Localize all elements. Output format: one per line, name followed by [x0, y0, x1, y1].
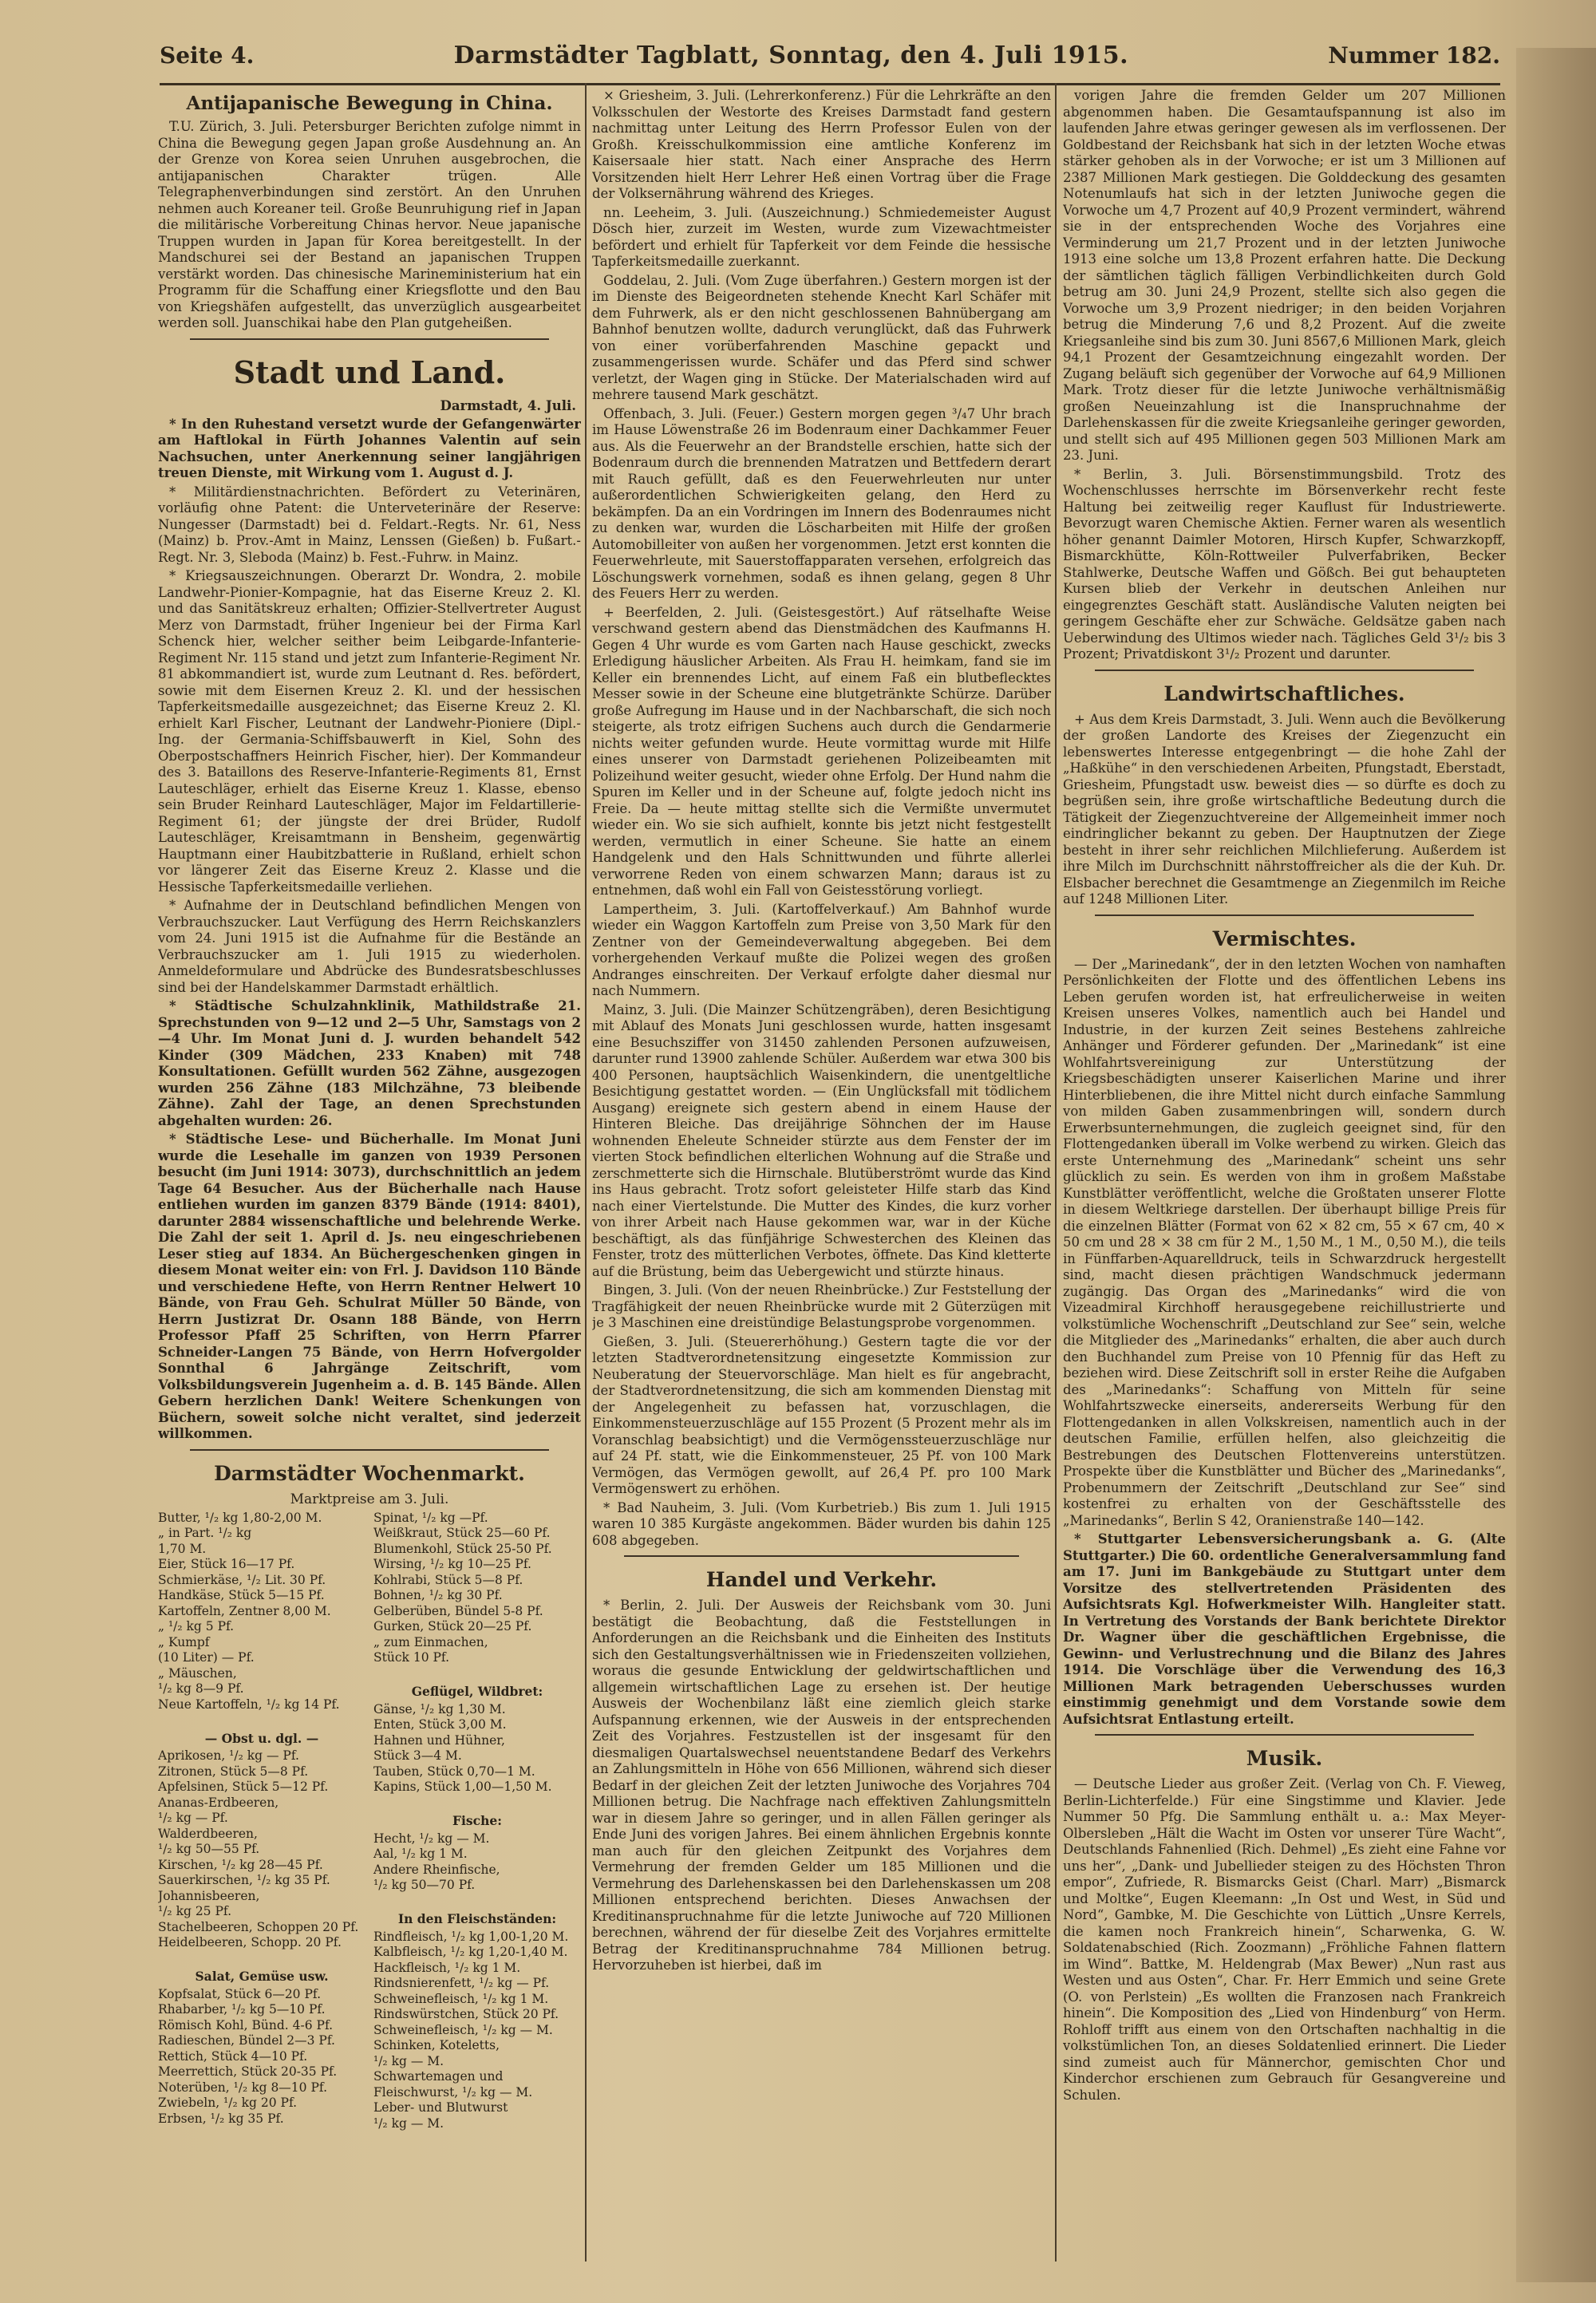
article-text: + Aus dem Kreis Darmstadt, 3. Juli. Wenn auch die Bevölkerung der großen Landorte des Kreises der Ziegenzucht ein lebenswertes Interesse entgegenbringt — die hohe Zahl der „Haßkühe“ in den verschiedenen Arbeiten, Pfungstadt, Eberstadt, Griesheim, Pfungstadt usw. beweist dies — so dürfte es doch zu begrüßen sein, ihre große wirtschaftliche Bedeutung durch die Tätigkeit der Ziegenzuchtvereine der Allgemeinheit immer noch eindringlicher bekannt zu geben. Der Hauptnutzen der Ziege besteht in ihrer sehr reichlichen Milchlieferung. Außerdem ist ihre Milch im Durchschnitt nährstoffreicher als die der Kuh. Dr. Elsbacher berechnet die Gesamtmenge an Ziegenmilch im Reiche auf 1248 Millionen Liter.	[1063, 711, 1506, 907]
market-price-line: Blumenkohl, Stück 25-50 Pf.	[373, 1541, 552, 1556]
market-price-line: Neue Kartoffeln, ¹/₂ kg 14 Pf.	[158, 1697, 340, 1712]
market-price-line: Schinken, Koteletts,	[373, 2038, 500, 2052]
market-price-line	[373, 1894, 581, 1910]
article-text: * Städtische Lese- und Bücherhalle. Im Monat Juni wurde die Lesehalle im ganzen von 1939 Personen besucht (im Juni 1914: 3073), durchschnittlich an jedem Tage 64 Besucher. Aus der Bücherhalle nach Hause entliehen wurden im ganzen 8379 Bände (1914: 8401), darunter 2884 wissenschaftliche und belehrende Werke. Die Zahl der seit 1. April d. Js. neu eingeschriebenen Leser stieg auf 1834. An Büchergeschenken gingen in diesem Monat weiter ein: von Frl. J. Davidson 110 Bände und verschiedene Hefte, von Herrn Rentner Helwert 10 Bände, von Frau Geh. Schulrat Müller 50 Bände, von Herrn Justizrat Dr. Osann 188 Bände, von Herrn Professor Pfaff 25 Schriften, von Herrn Pfarrer Schneider-Langen 75 Bände, von Herrn Hofvergolder Sonnthal 6 Jahrgänge Zeitschrift, vom Volksbildungsverein Jugenheim a. d. B. 145 Bände. Allen Gebern herzlichen Dank! Weitere Schenkungen von Büchern, soweit solche nicht veraltet, sind jederzeit willkommen.	[158, 1132, 581, 1441]
column-rule-2	[1055, 83, 1057, 2262]
article-text: * Bad Nauheim, 3. Juli. (Vom Kurbetrieb.) Bis zum 1. Juli 1915 waren 10 385 Kurgäste angekommen. Bäder wurden bis dahin 125 608 abgegeben.	[592, 1499, 1051, 1548]
market-price-line: — Obst u. dgl. —	[204, 1730, 319, 1746]
market-price-line: Hecht, ¹/₂ kg — M.	[373, 1831, 490, 1846]
market-price-line: ¹/₂ kg 8—9 Pf.	[158, 1681, 244, 1696]
market-price-line: Apfelsinen, Stück 5—12 Pf.	[158, 1780, 329, 1794]
market-price-line: Noterüben, ¹/₂ kg 8—10 Pf.	[158, 2080, 327, 2095]
market-price-line: Walderdbeeren,	[158, 1826, 258, 1841]
article-text: * Kriegsauszeichnungen. Oberarzt Dr. Wondra, 2. mobile Landwehr-Pionier-Kompagnie, hat das Eiserne Kreuz 2. Kl. und das Sanitätskreuz erhalten; Offizier-Stellvertreter August Merz von Darmstadt, früher Ingenieur bei der Firma Karl Schenck hier, welcher seither beim Leibgarde-Infanterie-Regiment Nr. 115 stand und jetzt zum Infanterie-Regiment Nr. 81 abkommandiert ist, wurde zum Leutnant d. Res. befördert, sowie mit dem Eisernen Kreuz 2. Kl. und der hessischen Tapferkeitsmedaille ausgezeichnet; das Eiserne Kreuz 2. Kl. erhielt Karl Fischer, Leutnant der Landwehr-Pioniere (Dipl.-Ing. der Germania-Schiffsbauwerft in Kiel, Sohn des Oberpostschaffners Heinrich Fischer, hier). Der Kommandeur des 3. Bataillons des Reserve-Infanterie-Regiments 81, Ernst Lauteschläger, erhielt das Eiserne Kreuz 1. Klasse, ebenso sein Bruder Reinhard Lauteschläger, Major im Feldartillerie-Regiment 61; der jüngste der drei Brüder, Rudolf Lauteschläger, Kreisamtmann in Bensheim, gegenwärtig Hauptmann einer Haubitzbatterie in Rußland, erhielt schon vor längerer Zeit das Eiserne Kreuz 2. Klasse und die Hessische Tapferkeitsmedaille verliehen.	[158, 568, 581, 895]
market-title: Darmstädter Wochenmarkt.	[214, 1461, 525, 1485]
market-price-line: Gelberüben, Bündel 5-8 Pf.	[373, 1603, 543, 1618]
market-price-line: Kohlrabi, Stück 5—8 Pf.	[373, 1572, 523, 1587]
article-text: Offenbach, 3. Juli. (Feuer.) Gestern morgen gegen ³/₄7 Uhr brach im Hause Löwenstraße 26 im Bodenraum einer Dachkammer Feuer aus. Als die Feuerwehr an der Brandstelle erschien, hatte sich der Bodenraum durch die brennenden Matratzen und Bettfedern derart mit Rauch gefüllt, daß es den Feuerwehrleuten nur unter außerordentlichen Schwierigkeiten gelang, den Herd zu bekämpfen. Da an ein Vordringen im Innern des Bodenraumes nicht zu denken war, wurden die Löscharbeiten mit Hilfe der großen Automobilleiter von außen her vorgenommen. Jetzt erst konnten die Feuerwehrleute, mit Sauerstoffapparaten versehen, erfolgreich das Löschungswerk vornehmen, sodaß es ihnen gelang, gegen 8 Uhr des Feuers Herr zu werden.	[592, 405, 1051, 601]
article-text: * Militärdienstnachrichten. Befördert zu Veterinären, vorläufig ohne Patent: die Unterveterinäre der Reserve: Nungesser (Darmstadt) bei d. Feldart.-Regts. Nr. 61, Ness (Mainz) b. Prov.-Amt in Mainz, Lenssen (Gießen) b. Fußart.-Regt. Nr. 3, Sleboda (Mainz) b. Fest.-Fuhrw. in Mainz.	[158, 484, 581, 565]
article-text: * Städtische Schulzahnklinik, Mathildstraße 21. Sprechstunden von 9—12 und 2—5 Uhr, Samstags von 2—4 Uhr. Im Monat Juni d. J. wurden behandelt 542 Kinder (309 Mädchen, 233 Knaben) mit 748 Konsultationen. Gefüllt wurden 562 Zähne, ausgezogen wurden 256 Zähne (183 Milchzähne, 73 bleibende Zähne). Zahl der Tage, an denen Sprechstunden abgehalten wurden: 26.	[158, 998, 581, 1128]
market-price-line: Kapins, Stück 1,00—1,50 M.	[373, 1780, 552, 1794]
divider	[1095, 914, 1474, 916]
market-price-line: Kopfsalat, Stück 6—20 Pf.	[158, 1986, 322, 2001]
market-price-line: ¹/₂ kg — M.	[373, 2115, 444, 2131]
market-price-line: Enten, Stück 3,00 M.	[373, 1717, 507, 1732]
market-price-line: ¹/₂ kg — M.	[373, 2053, 444, 2068]
divider	[190, 1449, 549, 1451]
market-price-line	[373, 1795, 581, 1811]
market-price-line: Bohnen, ¹/₂ kg 30 Pf.	[373, 1588, 503, 1602]
market-price-line: (10 Liter) — Pf.	[158, 1650, 255, 1665]
divider	[624, 1555, 1019, 1557]
section-title-musik: Musik.	[1246, 1747, 1323, 1770]
article-text: Lampertheim, 3. Juli. (Kartoffelverkauf.) Am Bahnhof wurde wieder ein Waggon Kartoffeln zum Preise von 3,50 Mark für den Zentner von der Gemeindeverwaltung abgegeben. Bei dem vorhergehenden Verkauf mußte die Polizei wegen des großen Andranges einschreiten. Der Verkauf erfolgte daher diesmal nur nach Nummern.	[592, 901, 1051, 998]
market-price-line: Kartoffeln, Zentner 8,00 M.	[158, 1603, 331, 1618]
market-price-line: Heidelbeeren, Schopp. 20 Pf.	[158, 1935, 342, 1949]
issue-number: Nummer 182.	[1328, 42, 1500, 69]
article-text: + Beerfelden, 2. Juli. (Geistesgestört.) Auf rätselhafte Weise verschwand gestern abend das Dienstmädchen des Kaufmanns H. Gegen 4 Uhr wurde es vom Garten nach Hause geschickt, zwecks Erledigung häuslicher Arbeiten. Als Frau H. heimkam, fand sie im Keller ein brennendes Licht, auf einem Faß ein blutbeflecktes Messer sowie in der Scheune eine blutgetränkte Schürze. Darüber große Aufregung im Hause und in der Nachbarschaft, die sich noch steigerte, als trotz eifrigen Suchens auch durch die Gendarmerie nichts weiter gefunden wurde. Heute vormittag wurde mit Hilfe eines unserer von Darmstadt geriehenen Polizeibeamten mit Polizeihund weiter gesucht, wieder ohne Erfolg. Der Hund nahm die Spuren im Keller und in der Scheune auf, folgte jedoch nicht ins Freie. Da — heute mittag stellte sich die Vermißte unvermutet wieder ein. Wo sie sich aufhielt, konnte bis jetzt nicht festgestellt werden, vermutlich in einer Scheune. Sie hatte an einem Handgelenk und den Hals Schnittwunden und führte allerlei verworrene Reden von einem schwarzen Mann; daraus ist zu entnehmen, daß wohl ein Fall von Geistesstörung vorliegt.	[592, 604, 1051, 898]
market-price-line: Kalbfleisch, ¹/₂ kg 1,20-1,40 M.	[373, 1945, 568, 1959]
section-title-stadt-und-land: Stadt und Land.	[233, 354, 506, 390]
market-price-line: Tauben, Stück 0,70—1 M.	[373, 1764, 535, 1779]
article-text: Bingen, 3. Juli. (Von der neuen Rheinbrücke.) Zur Feststellung der Tragfähigkeit der neuen Rheinbrücke wurde mit 2 Güterzügen mit je 3 Maschinen eine dreistündige Belastungsprobe vorgenommen.	[592, 1282, 1051, 1330]
article-text: * Berlin, 2. Juli. Der Ausweis der Reichsbank vom 30. Juni bestätigt die Beobachtung, daß die Feststellungen in Anforderungen an die Reichsbank und die Einheiten des Instituts sich den Gestaltungsverhältnissen wie in Friedenszeiten vollziehen, woraus die gesunde Entwicklung der geldwirtschaftlichen und allgemein wirtschaftlichen Lage zu ersehen ist. Der heutige Ausweis der Wochenbilanz läßt eine ziemlich gleich starke Aufspannung erkennen, wie der Ausweis in der entsprechenden Zeit des Vorjahres. Festzustellen ist der insgesamt für den diesmaligen Quartalswechsel neuentstandene Bedarf des Verkehrs an Zahlungsmitteln in Höhe von 656 Millionen, während sich dieser Bedarf in der gleichen Zeit der letzten Juniwoche des Vorjahres 704 Millionen betrug. Die Nachfrage nach effektiven Zahlungsmitteln war in diesem Jahre so geringer, und in allen Fällen geringer als Ende Juni des vorigen Jahres. Bei einem ähnlichen Ergebnis konnte man auch für den gleichen Zeitpunkt des Vorjahres dem Vermehrung der fremden Gelder um 185 Millionen und die Vermehrung des Darlehenskassen bei den Darlehenskassen um 208 Millionen entsprechend berichten. Dieses Anwachsen der Kreditinanspruchnahme für die letzte Juniwoche auf 720 Millionen berechnen, während der für dieselbe Zeit des Vorjahres ermittelte Betrag der Kreditinanspruchnahme 784 Millionen betrug. Hervorzuheben ist hierbei, daß im	[592, 1598, 1051, 1973]
section-title-landwirtschaft: Landwirtschaftliches.	[1163, 681, 1405, 705]
market-price-line	[158, 1712, 365, 1728]
dateline: Darmstadt, 4. Juli.	[440, 397, 576, 413]
article-text: * Aufnahme der in Deutschland befindlichen Mengen von Verbrauchszucker. Laut Verfügung des Herrn Reichskanzlers vom 24. Juni 1915 ist die Aufnahme für die Bestände an Verbrauchszucker am 1. Juli 1915 zu wiederholen. Anmeldeformulare und Abdrücke des Bundesratsbeschlusses sind bei der Handelskammer Darmstadt erhältlich.	[158, 898, 581, 995]
market-price-line: „ Kumpf	[158, 1634, 210, 1649]
article-text: T.U. Zürich, 3. Juli. Petersburger Berichten zufolge nimmt in China die Bewegung gegen Japan große Ausdehnung an. An der Grenze von Korea seien Unruhen ausgebrochen, die antijapanischen Charakter trügen. Alle Telegraphenverbindungen sind zerstört. An den Unruhen nehmen auch Koreaner teil. Große Beunruhigung rief in Japan die militärische Vorbereitung Chinas hervor. Neue japanische Truppen wurden in Japan für Korea bereitgestellt. In der Mandschurei sei der Bestand an japanischen Truppen verstärkt worden. Das chinesische Marineministerium hat ein Programm für die Schaffung einer Kriegsflotte und den Bau von Kriegshäfen aufgestellt, das unverzüglich ausgearbeitet werden soll. Juanschikai habe den Plan gutgeheißen.	[158, 119, 581, 330]
market-price-line: „ Mäuschen,	[158, 1665, 237, 1681]
market-price-line: Hahnen und Hühner,	[373, 1732, 505, 1748]
market-price-line: „ in Part. ¹/₂ kg	[158, 1526, 252, 1540]
column-2	[592, 88, 1051, 1977]
market-price-line: Johannisbeeren,	[158, 1888, 260, 1903]
article-text: × Griesheim, 3. Juli. (Lehrerkonferenz.) Für die Lehrkräfte an den Volksschulen der Westorte des Kreises Darmstadt fand gestern nachmittag unter Leitung des Herrn Professor Eulen von der Großh. Kreisschulkommission eine amtliche Konferenz im Kaisersaale hier statt. Nach einer Ansprache des Herrn Vorsitzenden hielt Herr Lehrer Heß einen Vortrag über die Frage der Volksernährung während des Krieges.	[592, 88, 1051, 201]
market-price-line: Handkäse, Stück 5—15 Pf.	[158, 1588, 325, 1602]
market-price-line: Ananas-Erdbeeren,	[158, 1795, 279, 1810]
market-price-line: Rhabarber, ¹/₂ kg 5—10 Pf.	[158, 2002, 326, 2017]
article-text: * Stuttgarter Lebensversicherungsbank a. G. (Alte Stuttgarter.) Die 60. ordentliche Generalversammlung fand am 17. Juni im Bankgebäude zu Stuttgart unter dem Vorsitze des stellvertretenden Präsidenten des Aufsichtsrats Kgl. Hofwerkmeister Wilh. Hangleiter statt. In Vertretung des Vorstands der Bank berichtete Direktor Dr. Wagner über die geschäftlichen Ergebnisse, die Gewinn- und Verlustrechnung und die Bilanz des Jahres 1914. Die Vorschläge über die Verwendung des 16,3 Millionen Mark betragenden Ueberschusses wurden einstimmig genehmigt und dem Vorstande sowie dem Aufsichtsrat Entlastung erteilt.	[1063, 1531, 1506, 1727]
article-text: Goddelau, 2. Juli. (Vom Zuge überfahren.) Gestern morgen ist der im Dienste des Beigeordneten stehende Knecht Karl Schäfer mit dem Fuhrwerk, als er den nicht geschlossenen Bahnübergang am Bahnhof benutzen wollte, dadurch verunglückt, daß das Fuhrwerk von einer vorüberfahrenden Maschine gepackt und zusammengerissen wurde. Schäfer und das Pferd sind schwer verletzt, der Wagen ging in Stücke. Der Materialschaden wird auf mehrere tausend Mark geschätzt.	[592, 272, 1051, 402]
market-price-line: Zitronen, Stück 5—8 Pf.	[158, 1764, 309, 1779]
market-price-line: Salat, Gemüse usw.	[195, 1969, 329, 1984]
market-subtitle: Marktpreise am 3. Juli.	[290, 1491, 449, 1507]
market-prices-left	[158, 1511, 365, 2132]
market-price-line: Römisch Kohl, Bünd. 4-6 Pf.	[158, 2017, 334, 2032]
page-edge-shadow	[1516, 48, 1596, 2282]
article-text: * Berlin, 3. Juli. Börsenstimmungsbild. Trotz des Wochenschlusses herrschte im Börsenverkehr recht feste Haltung bei zeitweilig reger Kauflust für Industriewerte. Bevorzugt waren Chemische Aktien. Ferner waren als wesentlich höher genannt Daimler Motoren, Hirsch Kupfer, Schwarzkopff, Bismarckhütte, Köln-Rottweiler Pulverfabriken, Becker Stahlwerke, Deutsche Waffen und Gößch. Bei gut behaupteten Kursen blieb der Verkehr in deutschen Anleihen nur eingegrenztes Geschäft statt. Ausländische Valuten neigten bei geringem Geschäfte eher zur Schwäche. Geldsätze gaben nach Ueberwindung des Ultimos wieder nach. Tägliches Geld 3¹/₂ bis 3 Prozent; Privatdiskont 3¹/₂ Prozent und darunter.	[1063, 466, 1506, 662]
article-text: nn. Leeheim, 3. Juli. (Auszeichnung.) Schmiedemeister August Dösch hier, zurzeit im Westen, wurde zum Vizewachtmeister befördert und erhielt für Tapferkeit vor dem Feinde die hessische Tapferkeitsmedaille zuerkannt.	[592, 204, 1051, 269]
market-price-line: Aprikosen, ¹/₂ kg — Pf.	[158, 1748, 299, 1763]
market-price-line: Wirsing, ¹/₂ kg 10—25 Pf.	[373, 1557, 531, 1571]
market-price-table	[158, 1511, 581, 2132]
market-price-line: Radieschen, Bündel 2—3 Pf.	[158, 2033, 335, 2048]
market-price-line: Erbsen, ¹/₂ kg 35 Pf.	[158, 2111, 284, 2126]
column-3	[1063, 88, 1506, 2106]
page-number: Seite 4.	[160, 42, 255, 69]
market-price-line: Spinat, ¹/₂ kg —Pf.	[373, 1510, 488, 1525]
market-price-line: „ ¹/₂ kg 5 Pf.	[158, 1619, 235, 1633]
article-text: * In den Ruhestand versetzt wurde der Gefangenwärter am Haftlokal in Fürth Johannes Valentin auf sein Nachsuchen, unter Anerkennung seiner langjährigen treuen Dienste, mit Wirkung vom 1. August d. J.	[158, 416, 581, 480]
market-prices-right	[373, 1511, 581, 2132]
section-title-vermischtes: Vermischtes.	[1212, 926, 1357, 950]
market-price-line: Rettich, Stück 4—10 Pf.	[158, 2048, 308, 2064]
section-title-handel: Handel und Verkehr.	[705, 1568, 938, 1591]
article-text: Mainz, 3. Juli. (Die Mainzer Schützengräben), deren Besichtigung mit Ablauf des Monats Juni geschlossen wurde, hatten insgesamt eine Besuchsziffer von 31450 zahlenden Personen aufzuweisen, darunter rund 13900 zahlende Schüler. Außerdem war etwa 300 bis 400 Personen, hauptsächlich Waisenkindern, die unentgeltliche Besichtigung gestattet worden. — (Ein Unglücksfall mit tödlichem Ausgang) ereignete sich gestern abend in einem Hause der Hinteren Bleiche. Das dreijährige Söhnchen der im Hause wohnenden Eheleute Schneider stürzte aus dem Fenster der im vierten Stock befindlichen elterlichen Wohnung auf die Straße und zerschmetterte sich die Hirnschale. Blutüberströmt wurde das Kind ins Haus gebracht. Trotz sofort geleisteter Hilfe starb das Kind nach einer Viertelstunde. Die Mutter des Kindes, die kurz vorher von ihrer Arbeit nach Hause gekommen war, war in der Küche beschäftigt, als das fünfjährige Schwesterchen des Kleinen das Fenster, trotz des mütterlichen Verbotes, öffnete. Das Kind kletterte auf die Brüstung, beim das Uebergewicht und stürzte hinaus.	[592, 1001, 1051, 1279]
market-price-line: Stück 3—4 M.	[373, 1748, 462, 1763]
market-price-line: Zwiebeln, ¹/₂ kg 20 Pf.	[158, 2096, 298, 2110]
page-header	[160, 41, 1500, 85]
market-price-line: Fleischwurst, ¹/₂ kg — M.	[373, 2084, 533, 2100]
market-price-line	[373, 1666, 581, 1682]
market-price-line: Geflügel, Wildbret:	[411, 1684, 543, 1699]
market-price-line: Kirschen, ¹/₂ kg 28—45 Pf.	[158, 1857, 323, 1872]
masthead-line: Darmstädter Tagblatt, Sonntag, den 4. Juli 1915.	[453, 41, 1129, 69]
market-price-line: Fische:	[452, 1813, 502, 1828]
divider	[1095, 1734, 1474, 1736]
market-price-line: „ zum Einmachen,	[373, 1634, 488, 1649]
market-price-line: Rindfleisch, ¹/₂ kg 1,00-1,20 M.	[373, 1929, 569, 1944]
market-price-line: ¹/₂ kg 25 Pf.	[158, 1904, 232, 1918]
market-price-line: Gurken, Stück 20—25 Pf.	[373, 1619, 532, 1633]
market-price-line: Schmierkäse, ¹/₂ Lit. 30 Pf.	[158, 1572, 326, 1587]
market-price-line: Rindsnierenfett, ¹/₂ kg — Pf.	[373, 1976, 550, 1990]
market-price-line: Eier, Stück 16—17 Pf.	[158, 1557, 295, 1571]
column-1	[158, 88, 581, 2131]
article-text: — Deutsche Lieder aus großer Zeit. (Verlag von Ch. F. Vieweg, Berlin-Lichterfelde.) Für eine Singstimme und Klavier. Jede Nummer 50 Pfg. Die Sammlung enthält u. a.: Max Meyer-Olbersleben „Hält die Wacht im Osten vor unserer Türe Wacht“, Deutschlands Fahnenlied (Rich. Dehmel) „Es zieht eine Fahne vor uns her“, „Dank- und Jubellieder steigen zu des Höchsten Thron empor“, Zufriede, R. Bismarcks Geist (Charl. Marr) „Bismarck und Moltke“, Eugen Kleemann: „In Ost und West, in Süd und Nord“, Gambke, M. Die Geschichte von Lüttich „Unsre Kerrels, die kamen noch Frankreich hinein“, Scharwenka, G. W. Soldatenabschied (Rich. Zoozmann) „Fröhliche Fahnen flattern im Wind“. Battke, M. Heldengrab (Max Bewer) „Nun rast aus Westen und aus Osten“, Char. Fr. Herr Emmich und seine Grete (O. von Perlstein) „Es wollten die Franzosen nach Frankreich hinein“. Die Komposition des „Lied von Hindenburg“ von Herm. Rohloff trifft aus einem von den Ortschaften nachhaltig in die volkstümlichen Ton, an dieses Soldatenlied erinnert. Die Lieder sind zumeist auch für Männerchor, gemischten Chor und Kinderchor erschienen zum Gebrauch für Gesangvereine und Schulen.	[1063, 1776, 1506, 2103]
market-price-line: Aal, ¹/₂ kg 1 M.	[373, 1847, 468, 1861]
divider	[190, 338, 549, 340]
market-price-line: Stück 10 Pf.	[373, 1650, 450, 1665]
article-text: — Der „Marinedank“, der in den letzten Wochen von namhaften Persönlichkeiten der Flotte und des öffentlichen Lebens ins Leben gerufen worden ist, hat erfreulicherweise in weiten Kreisen unseres Volkes, namentlich auch bei Handel und Industrie, in der kurzen Zeit seines Bestehens zahlreiche Anhänger und Förderer gefunden. Der „Marinedank“ ist eine Wohlfahrtsvereinigung zur Unterstützung der Kriegsbeschädigten unserer Kaiserlichen Marine und ihrer Hinterbliebenen, die ihre Mittel nicht durch einfache Sammlung von milden Gaben zusammenbringen will, sondern durch Erwerbsunternehmungen, die zugleich geeignet sind, für den Flottengedanken überall im Volke werbend zu wirken. Gleich das erste Unternehmung des „Marinedank“ scheint uns sehr glücklich zu sein. Es werden von ihm in großem Maßstabe Kunstblätter veröffentlicht, welche die Großtaten unserer Flotte in diesem Weltkriege darstellen. Der überhaupt billige Preis für die einzelnen Blätter (Format von 62 × 82 cm, 55 × 67 cm, 40 × 50 cm und 28 × 38 cm für 2 M., 1,50 M., 1 M., 0,50 M.), die teils in Fünffarben-Aquarelldruck, teils in Schwarzdruck hergestellt sind, macht diesen prächtigen Wandschmuck jedermann zugängig. Das Organ des „Marinedanks“ wird die von Vizeadmiral Kirchhoff herausgegebene reichillustrierte und volkstümliche Wochenschrift „Deutschland zur See“ sein, welche die Mitglieder des „Marinedanks“ erhalten, die aber auch durch den Buchhandel zum Preise von 10 Pfennig für das Heft zu beziehen wird. Diese Zeitschrift soll in erster Reihe die Aufgaben des „Marinedanks“: Schaffung von Mitteln für seine Wohlfahrtszwecke einerseits, andererseits Werbung für den Flottengedanken in allen Volkskreisen, namentlich auch in der deutschen Familie, erfüllen helfen, also gleichzeitig die Bestrebungen des Deutschen Flottenvereins unterstützen. Prospekte über die Kunstblätter und Bücher des „Marinedanks“, Probenummern der Zeitschrift „Deutschland zur See“ sind kostenfrei zu erhalten von der Geschäftsstelle des „Marinedanks“, Berlin S 42, Oranienstraße 140—142.	[1063, 956, 1506, 1528]
market-price-line: Meerrettich, Stück 20-35 Pf.	[158, 2064, 338, 2079]
article-text: vorigen Jahre die fremden Gelder um 207 Millionen abgenommen haben. Die Gesamtaufspannung ist also im laufenden Jahre etwas geringer gewesen als im verflossenen. Der Goldbestand der Reichsbank hat sich in der letzten Woche etwas stärker gehoben als in der Vorwoche; er ist um 3 Millionen auf 2387 Millionen Mark gestiegen. Die Golddeckung des gesamten Notenumlaufs hat sich in der letzten Juniwoche gegen die Vorwoche um 4,7 Prozent auf 40,9 Prozent vermindert, während sie in der entsprechenden Woche des Vorjahres eine Verminderung um 21,7 Prozent und in der letzten Juniwoche 1913 eine solche um 13,8 Prozent erfahren hatte. Die Deckung der sämtlichen täglich fälligen Verbindlichkeiten durch Gold betrug am 30. Juni 24,9 Prozent, stellte sich also gegen die Vorwoche um 3,9 Prozent niedriger; in den beiden Vorjahren betrug die Minderung 7,6 und 8,2 Prozent. Auf die zweite Kriegsanleihe sind bis zum 30. Juni 8567,6 Millionen Mark, gleich 94,1 Prozent der Gesamtzeichnung eingezahlt worden. Der Zugang beläuft sich gegenüber der Vorwoche auf 64,9 Millionen Mark. Trotz dieser für die letzte Juniwoche verhältnismäßig großen Neueinzahlung ist die Inanspruchnahme der Darlehenskassen für die zweite Kriegsanleihe geringer geworden, und stellt sich auf 495 Millionen gegen 503 Millionen Mark am 23. Juni.	[1063, 88, 1506, 463]
market-price-line: In den Fleischständen:	[397, 1911, 557, 1926]
market-price-line: Schwartemagen und	[373, 2069, 504, 2084]
market-price-line: Stachelbeeren, Schoppen 20 Pf.	[158, 1919, 359, 1934]
market-price-line: ¹/₂ kg 50—55 Pf.	[158, 1842, 260, 1856]
market-price-line: Butter, ¹/₂ kg 1,80-2,00 M.	[158, 1510, 322, 1525]
market-price-line: Weißkraut, Stück 25—60 Pf.	[373, 1526, 551, 1540]
divider	[1095, 670, 1474, 671]
column-rule-1	[585, 83, 587, 2262]
market-price-line: Schweinefleisch, ¹/₂ kg 1 M.	[373, 1991, 549, 2006]
market-price-line: 1,70 M.	[158, 1541, 207, 1556]
market-price-line	[158, 1951, 365, 1967]
market-price-line: Gänse, ¹/₂ kg 1,30 M.	[373, 1701, 506, 1716]
market-price-line: ¹/₂ kg 50—70 Pf.	[373, 1878, 476, 1892]
article-text: Gießen, 3. Juli. (Steuererhöhung.) Gestern tagte die vor der letzten Stadtverordnetensitzung eingesetzte Kommission zur Neuberatung der Steuervorschläge. Man hielt es für angebracht, der Stadtverordnetensitzung, die sich am kommenden Dienstag mit der Angelegenheit zu befassen hat, vorzuschlagen, die Einkommensteuerzuschläge auf 155 Prozent (5 Prozent mehr als im Voranschlag beabsichtigt) und die Vermögenssteuerzuschläge nur auf 24 Pf. statt, wie die Einkommensteuer, 25 Pf. von 100 Mark Vermögen, das Vermögen gewollt, auf 26,4 Pf. pro 100 Mark Vermögenswert zu erhöhen.	[592, 1333, 1051, 1496]
market-price-line: Rindswürstchen, Stück 20 Pf.	[373, 2007, 559, 2021]
market-price-line: Schweinefleisch, ¹/₂ kg — M.	[373, 2022, 553, 2037]
market-price-line: Leber- und Blutwurst	[373, 2100, 508, 2115]
market-price-line: Hackfleisch, ¹/₂ kg 1 M.	[373, 1960, 521, 1975]
market-price-line: Andere Rheinfische,	[373, 1862, 500, 1877]
market-price-line: Sauerkirschen, ¹/₂ kg 35 Pf.	[158, 1873, 330, 1887]
article-title-antijapanisch: Antijapanische Bewegung in China.	[186, 93, 553, 114]
market-price-line: ¹/₂ kg — Pf.	[158, 1811, 228, 1825]
